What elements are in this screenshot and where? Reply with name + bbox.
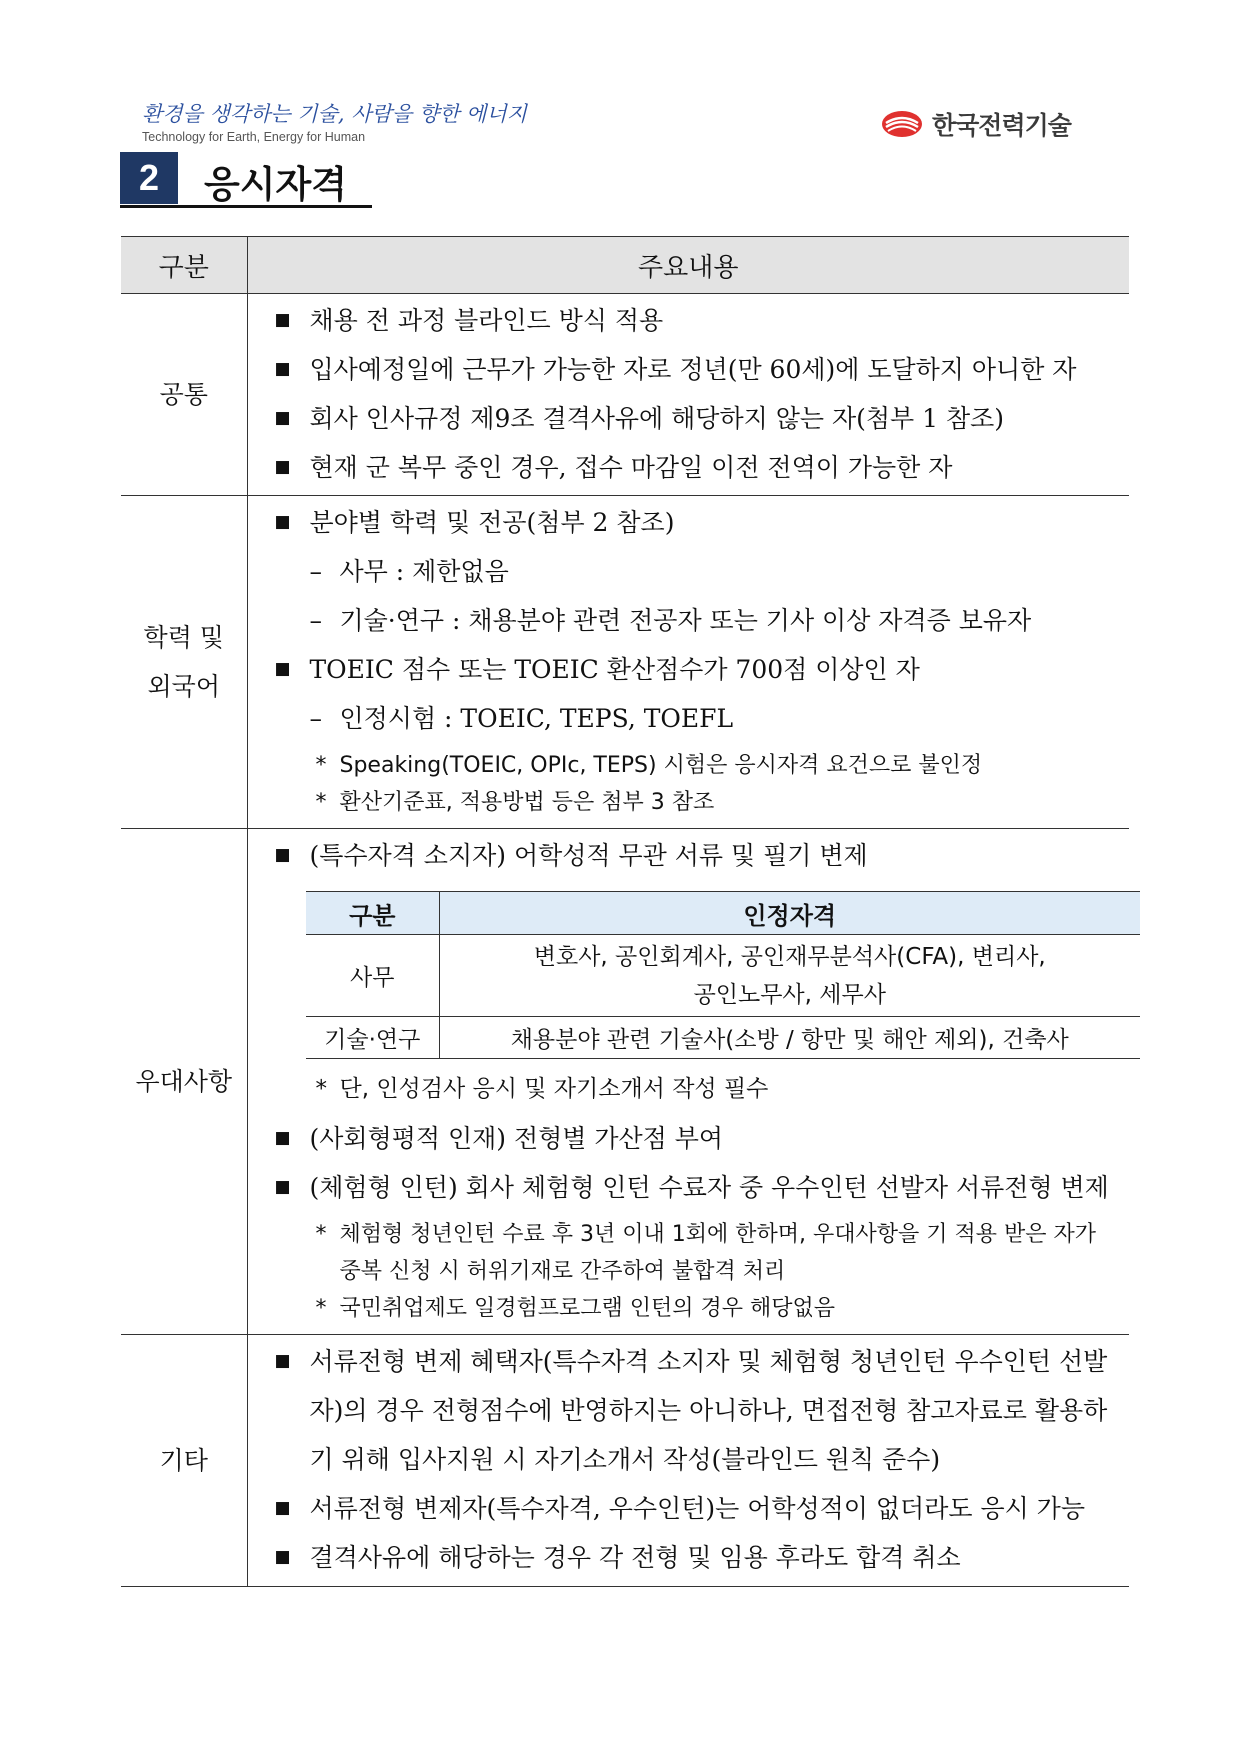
content-preference <box>247 829 1129 1335</box>
category-line: 학력 및 <box>143 623 224 652</box>
table-row-other <box>121 1335 1129 1587</box>
list-item: ■ 현재 군 복무 중인 경우, 접수 마감일 이전 전역이 가능한 자 <box>268 443 1130 492</box>
section-title: 응시자격 <box>204 163 347 206</box>
sub-item: – 인정시험 : TOEIC, TEPS, TOEFL <box>268 694 1130 743</box>
logo-text: 한국전력기술 <box>932 111 1071 140</box>
page-header <box>0 0 1240 150</box>
sub-cell-qualification <box>440 935 1140 1017</box>
list-item: ■ (체험형 인턴) 회사 체험형 인턴 수료자 중 우수인턴 선발자 서류전형 변제 <box>268 1163 1130 1212</box>
list-item: ■ 입사예정일에 근무가 가능한 자로 정년(만 60세)에 도달하지 아니한 자 <box>268 345 1130 394</box>
list-item: ■ TOEIC 점수 또는 TOEIC 환산점수가 700점 이상인 자 <box>268 645 1130 694</box>
sub-item: – 사무 : 제한없음 <box>268 547 1130 596</box>
content-education <box>247 496 1129 829</box>
table-header-row <box>121 237 1129 294</box>
eligibility-table <box>121 236 1129 1587</box>
table-row-common <box>121 294 1129 496</box>
qualification-line: 공인노무사, 세무사 <box>693 981 886 1008</box>
sub-table-header <box>306 892 1140 935</box>
qualification-table <box>306 891 1140 1059</box>
header-category: 구분 <box>121 237 247 294</box>
table-row <box>306 1017 1140 1059</box>
header-content: 주요내용 <box>247 237 1129 294</box>
list-item: ■ 서류전형 변제자(특수자격, 우수인턴)는 어학성적이 없더라도 응시 가능 <box>268 1484 1130 1533</box>
table-row <box>306 935 1140 1017</box>
list-item: ■ 결격사유에 해당하는 경우 각 전형 및 임용 후라도 합격 취소 <box>268 1533 1130 1582</box>
sub-cell-qualification: 채용분야 관련 기술사(소방 / 항만 및 해안 제외), 건축사 <box>440 1017 1140 1059</box>
note-item: * 국민취업제도 일경험프로그램 인턴의 경우 해당없음 <box>268 1290 1130 1327</box>
section-heading <box>120 152 372 208</box>
note-item: * 환산기준표, 적용방법 등은 첨부 3 참조 <box>268 784 1130 821</box>
slogan-korean: 환경을 생각하는 기술, 사람을 향한 에너지 <box>142 102 527 126</box>
sub-header-qualification: 인정자격 <box>440 892 1140 935</box>
category-preference: 우대사항 <box>121 829 247 1335</box>
category-line: 외국어 <box>147 672 220 701</box>
sub-header-type: 구분 <box>306 892 440 935</box>
section-number: 2 <box>120 152 178 204</box>
sub-cell-type: 사무 <box>306 935 440 1017</box>
table-row-preference <box>121 829 1129 1335</box>
company-logo <box>880 106 1071 142</box>
list-item: ■ 채용 전 과정 블라인드 방식 적용 <box>268 296 1130 345</box>
list-item: ■ 서류전형 변제 혜택자(특수자격 소지자 및 체험형 청년인턴 우수인턴 선발자)의 경우 전형점수에 반영하지는 아니하나, 면접전형 참고자료로 활용하기 위해 입사지원 시 자기소개서 작성(블라인드 원칙 준수) <box>268 1337 1130 1484</box>
category-other: 기타 <box>121 1335 247 1587</box>
slogan-english: Technology for Earth, Energy for Human <box>142 130 366 144</box>
content-other <box>247 1335 1129 1587</box>
category-common: 공통 <box>121 294 247 496</box>
list-item: ■ 분야별 학력 및 전공(첨부 2 참조) <box>268 498 1130 547</box>
list-item: ■ (사회형평적 인재) 전형별 가산점 부여 <box>268 1114 1130 1163</box>
note-item: * 체험형 청년인턴 수료 후 3년 이내 1회에 한하며, 우대사항을 기 적용 받은 자가 중복 신청 시 허위기재로 간주하여 불합격 처리 <box>268 1216 1130 1290</box>
qualification-line: 변호사, 공인회계사, 공인재무분석사(CFA), 변리사, <box>533 943 1046 970</box>
list-item: ■ (특수자격 소지자) 어학성적 무관 서류 및 필기 변제 <box>268 831 1130 880</box>
note-item: * Speaking(TOEIC, OPIc, TEPS) 시험은 응시자격 요건으로 불인정 <box>268 747 1130 784</box>
category-education <box>121 496 247 829</box>
note-item: * 단, 인성검사 응시 및 자기소개서 작성 필수 <box>268 1065 1130 1114</box>
sub-item: – 기술·연구 : 채용분야 관련 전공자 또는 기사 이상 자격증 보유자 <box>268 596 1130 645</box>
kepco-engineering-logo-icon <box>880 109 924 139</box>
list-item: ■ 회사 인사규정 제9조 결격사유에 해당하지 않는 자(첨부 1 참조) <box>268 394 1130 443</box>
content-common <box>247 294 1129 496</box>
table-row-education <box>121 496 1129 829</box>
sub-cell-type: 기술·연구 <box>306 1017 440 1059</box>
